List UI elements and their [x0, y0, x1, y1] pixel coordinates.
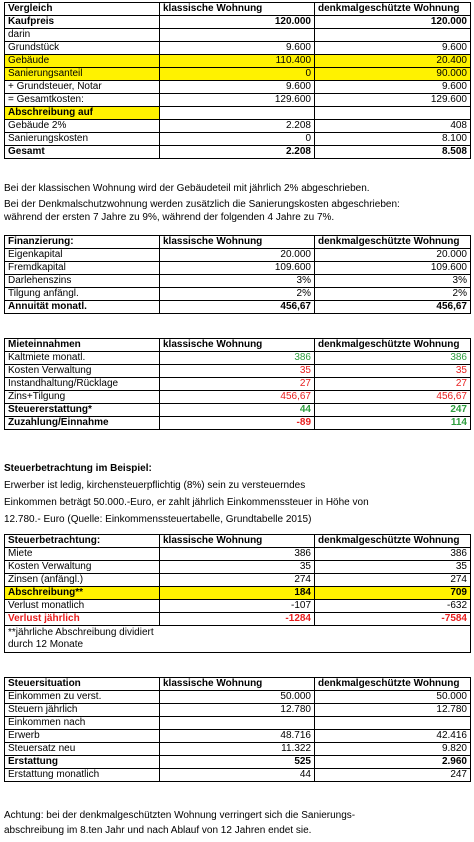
- header-cell: denkmalgeschützte Wohnung: [315, 339, 471, 352]
- row-label: + Grundsteuer, Notar: [5, 81, 160, 94]
- cell-monument: 456,67: [315, 301, 471, 314]
- note-line: 12.780.- Euro (Quelle: Einkommenssteuertabelle, Grundtabelle 2015): [4, 514, 312, 525]
- table-header: [5, 3, 471, 16]
- row-label: Miete: [5, 548, 160, 561]
- cell-monument: 120.000: [315, 16, 471, 29]
- table-row-total: [5, 613, 471, 626]
- cell-classic: -1284: [160, 613, 315, 626]
- footnote-cell: [5, 626, 471, 653]
- header-cell: Vergleich: [5, 3, 160, 16]
- header-cell: klassische Wohnung: [160, 535, 315, 548]
- header-cell: Steuersituation: [5, 678, 160, 691]
- table-row: [5, 561, 471, 574]
- table-row-highlight: [5, 587, 471, 600]
- cell-monument: [315, 717, 471, 730]
- header-cell: klassische Wohnung: [160, 678, 315, 691]
- cell-classic: 20.000: [160, 249, 315, 262]
- row-label: Fremdkapital: [5, 262, 160, 275]
- cell-classic: 3%: [160, 275, 315, 288]
- header-cell: klassische Wohnung: [160, 236, 315, 249]
- cell-monument: 35: [315, 365, 471, 378]
- cell-monument: 408: [315, 120, 471, 133]
- tax-view-table: [4, 534, 471, 653]
- table-row: [5, 743, 471, 756]
- row-label: Verlust monatlich: [5, 600, 160, 613]
- cell-monument: 386: [315, 352, 471, 365]
- cell-classic: 35: [160, 365, 315, 378]
- cell-classic: 44: [160, 404, 315, 417]
- note-line: während der ersten 7 Jahre zu 9%, während der folgenden 4 Jahre zu 7%.: [4, 212, 335, 223]
- table-row: [5, 352, 471, 365]
- row-label: Zinsen (anfängl.): [5, 574, 160, 587]
- table-header: [5, 535, 471, 548]
- note-line: Achtung: bei der denkmalgeschützten Wohnung verringert sich die Sanierungs-: [4, 810, 356, 821]
- cell-classic: 274: [160, 574, 315, 587]
- cell-classic: 0: [160, 133, 315, 146]
- header-cell: Steuerbetrachtung:: [5, 535, 160, 548]
- table-row: [5, 249, 471, 262]
- cell-classic: 27: [160, 378, 315, 391]
- table-row-total: [5, 301, 471, 314]
- cell-classic: 48.716: [160, 730, 315, 743]
- rental-income-table: [4, 338, 471, 430]
- cell-classic: 456,67: [160, 301, 315, 314]
- table-row: [5, 404, 471, 417]
- cell-classic: 2.208: [160, 146, 315, 159]
- row-label: Darlehenszins: [5, 275, 160, 288]
- table-row: [5, 262, 471, 275]
- row-label: Einkommen zu verst.: [5, 691, 160, 704]
- cell-monument: 247: [315, 404, 471, 417]
- row-label: Abschreibung**: [5, 587, 160, 600]
- row-label: Grundstück: [5, 42, 160, 55]
- cell-classic: 35: [160, 561, 315, 574]
- cell-classic: 2.208: [160, 120, 315, 133]
- financing-table: [4, 235, 471, 314]
- row-label: Tilgung anfängl.: [5, 288, 160, 301]
- table-row: [5, 120, 471, 133]
- note-line: abschreibung im 8.ten Jahr und nach Ablauf von 12 Jahren endet sie.: [4, 825, 312, 836]
- row-label: Verlust jährlich: [5, 613, 160, 626]
- row-label: Eigenkapital: [5, 249, 160, 262]
- cell-classic: 110.400: [160, 55, 315, 68]
- header-cell: denkmalgeschützte Wohnung: [315, 678, 471, 691]
- row-label: Kosten Verwaltung: [5, 561, 160, 574]
- header-cell: denkmalgeschützte Wohnung: [315, 236, 471, 249]
- table-row-highlight: [5, 68, 471, 81]
- cell-classic: 525: [160, 756, 315, 769]
- table-row: [5, 600, 471, 613]
- header-cell: klassische Wohnung: [160, 3, 315, 16]
- header-cell: denkmalgeschützte Wohnung: [315, 535, 471, 548]
- row-label: Kosten Verwaltung: [5, 365, 160, 378]
- row-label: Kaltmiete monatl.: [5, 352, 160, 365]
- row-label: Einkommen nach: [5, 717, 160, 730]
- table-row: [5, 94, 471, 107]
- row-label: Kaufpreis: [5, 16, 160, 29]
- row-label: Zins+Tilgung: [5, 391, 160, 404]
- table-row: [5, 704, 471, 717]
- header-cell: Mieteinnahmen: [5, 339, 160, 352]
- cell-classic: 11.322: [160, 743, 315, 756]
- table-row: [5, 730, 471, 743]
- cell-monument: 27: [315, 378, 471, 391]
- row-label: Sanierungsanteil: [5, 68, 160, 81]
- cell-monument: 2%: [315, 288, 471, 301]
- table-row-highlight: [5, 55, 471, 68]
- table-row: [5, 548, 471, 561]
- table-row-total: [5, 146, 471, 159]
- cell-classic: 120.000: [160, 16, 315, 29]
- note-line: Bei der klassischen Wohnung wird der Gebäudeteil mit jährlich 2% abgeschrieben.: [4, 183, 370, 194]
- table-row: [5, 107, 471, 120]
- row-label: Gebäude: [5, 55, 160, 68]
- cell-monument: 386: [315, 548, 471, 561]
- depreciation-note: [4, 182, 470, 224]
- table-row: [5, 378, 471, 391]
- row-label: Steuererstattung*: [5, 404, 160, 417]
- cell-classic: 50.000: [160, 691, 315, 704]
- cell-classic: -107: [160, 600, 315, 613]
- header-cell: Finanzierung:: [5, 236, 160, 249]
- cell-classic: 0: [160, 68, 315, 81]
- table-row-total: [5, 417, 471, 430]
- cell-monument: 20.400: [315, 55, 471, 68]
- table-row: [5, 81, 471, 94]
- row-label: = Gesamtkosten:: [5, 94, 160, 107]
- table-header: [5, 339, 471, 352]
- warning-note: [4, 808, 470, 838]
- row-label: Erwerb: [5, 730, 160, 743]
- cell-classic: 386: [160, 352, 315, 365]
- table-row: [5, 275, 471, 288]
- table-row-footnote: [5, 626, 471, 653]
- row-label: darin: [5, 29, 160, 42]
- cell-classic: [160, 107, 315, 120]
- cell-monument: 42.416: [315, 730, 471, 743]
- cell-classic: 456,67: [160, 391, 315, 404]
- cell-monument: 109.600: [315, 262, 471, 275]
- cell-classic: 129.600: [160, 94, 315, 107]
- cell-monument: 274: [315, 574, 471, 587]
- cell-classic: 109.600: [160, 262, 315, 275]
- footnote-line: durch 12 Monate: [8, 639, 84, 650]
- cell-monument: 12.780: [315, 704, 471, 717]
- cell-monument: -632: [315, 600, 471, 613]
- row-label: Steuersatz neu: [5, 743, 160, 756]
- cell-monument: 3%: [315, 275, 471, 288]
- header-cell: denkmalgeschützte Wohnung: [315, 3, 471, 16]
- cell-classic: 12.780: [160, 704, 315, 717]
- table-row: [5, 717, 471, 730]
- table-row: [5, 42, 471, 55]
- tax-situation-table: [4, 677, 471, 782]
- row-label: Steuern jährlich: [5, 704, 160, 717]
- cell-classic: 2%: [160, 288, 315, 301]
- table-row: [5, 691, 471, 704]
- comparison-table: [4, 2, 471, 159]
- cell-classic: 184: [160, 587, 315, 600]
- table-header: [5, 678, 471, 691]
- footnote-line: **jährliche Abschreibung dividiert: [8, 627, 154, 638]
- table-row: [5, 29, 471, 42]
- cell-monument: 20.000: [315, 249, 471, 262]
- table-row: [5, 16, 471, 29]
- cell-monument: 709: [315, 587, 471, 600]
- row-label: Annuität monatl.: [5, 301, 160, 314]
- cell-classic: -89: [160, 417, 315, 430]
- cell-monument: 456,67: [315, 391, 471, 404]
- cell-monument: 9.600: [315, 81, 471, 94]
- header-cell: klassische Wohnung: [160, 339, 315, 352]
- cell-monument: 2.960: [315, 756, 471, 769]
- row-label: Instandhaltung/Rücklage: [5, 378, 160, 391]
- cell-monument: 9.600: [315, 42, 471, 55]
- table-row-total: [5, 756, 471, 769]
- cell-classic: 9.600: [160, 42, 315, 55]
- cell-classic: [160, 717, 315, 730]
- tax-example-note: [4, 461, 470, 527]
- cell-classic: [160, 29, 315, 42]
- cell-monument: [315, 107, 471, 120]
- cell-monument: 90.000: [315, 68, 471, 81]
- table-row: [5, 769, 471, 782]
- table-row: [5, 133, 471, 146]
- row-label: Erstattung: [5, 756, 160, 769]
- note-line: Bei der Denkmalschutzwohnung werden zusätzlich die Sanierungskosten abgeschrieben:: [4, 199, 400, 210]
- row-label: Gesamt: [5, 146, 160, 159]
- cell-monument: 9.820: [315, 743, 471, 756]
- table-row: [5, 574, 471, 587]
- table-row: [5, 288, 471, 301]
- cell-monument: 35: [315, 561, 471, 574]
- cell-monument: 114: [315, 417, 471, 430]
- cell-monument: -7584: [315, 613, 471, 626]
- note-title: Steuerbetrachtung im Beispiel:: [4, 463, 152, 474]
- cell-monument: 247: [315, 769, 471, 782]
- cell-monument: 8.100: [315, 133, 471, 146]
- row-label: Sanierungskosten: [5, 133, 160, 146]
- cell-classic: 386: [160, 548, 315, 561]
- cell-monument: [315, 29, 471, 42]
- note-line: Einkommen beträgt 50.000.-Euro, er zahlt jährlich Einkommenssteuer in Höhe von: [4, 497, 369, 508]
- cell-classic: 9.600: [160, 81, 315, 94]
- cell-monument: 8.508: [315, 146, 471, 159]
- row-label: Abschreibung auf: [5, 107, 160, 120]
- cell-monument: 129.600: [315, 94, 471, 107]
- note-line: Erwerber ist ledig, kirchensteuerpflichtig (8%) sein zu versteuerndes: [4, 480, 306, 491]
- table-header: [5, 236, 471, 249]
- row-label: Gebäude 2%: [5, 120, 160, 133]
- cell-classic: 44: [160, 769, 315, 782]
- cell-monument: 50.000: [315, 691, 471, 704]
- table-row: [5, 365, 471, 378]
- row-label: Erstattung monatlich: [5, 769, 160, 782]
- table-row: [5, 391, 471, 404]
- row-label: Zuzahlung/Einnahme: [5, 417, 160, 430]
